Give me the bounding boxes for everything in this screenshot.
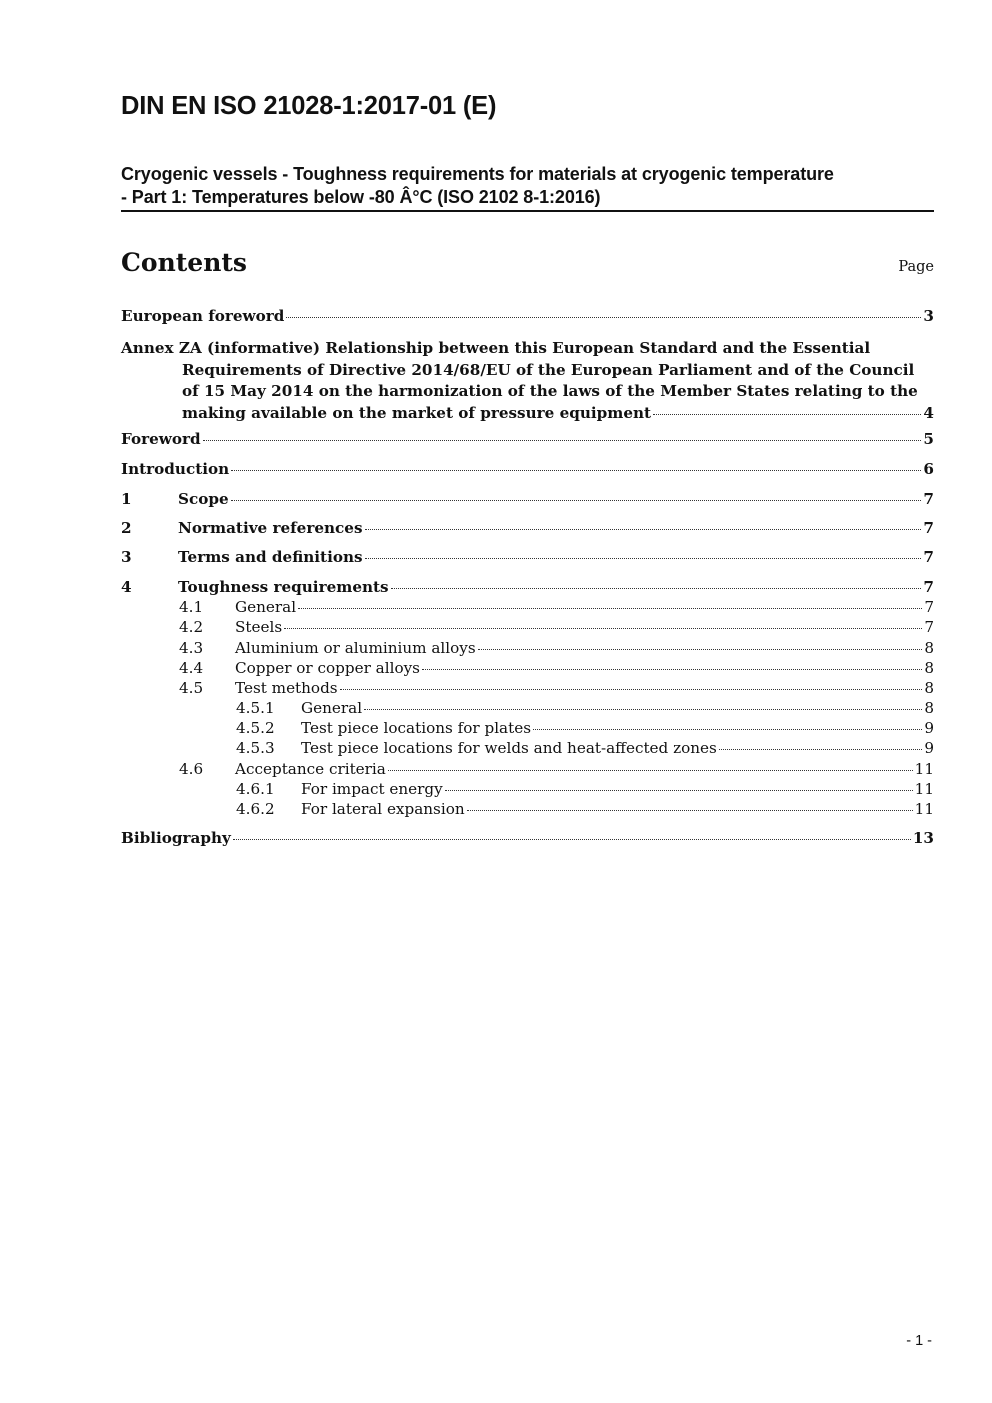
toc-entry-title: Test piece locations for plates (301, 719, 531, 737)
annex-line-3: of 15 May 2014 on the harmonization of the laws of the Member States relating to the (182, 382, 918, 400)
toc-entry-number: 4.5.3 (236, 739, 275, 757)
toc-entry-subclause-4-5-1[interactable] (236, 699, 934, 717)
subtitle-line-2: - Part 1: Temperatures below -80 Â°C (ISO 2102 8-1:2016) (121, 186, 601, 207)
toc-entry-number: 4.6.1 (236, 780, 275, 798)
toc-entry-page: 7 (924, 598, 934, 616)
toc-entry-title: Test methods (235, 679, 338, 697)
toc-entry-number: 3 (121, 548, 132, 566)
toc-entry-title: General (301, 699, 363, 717)
toc-entry-title: Test piece locations for welds and heat-affected zones (301, 739, 717, 757)
dot-leader (467, 810, 913, 811)
dot-leader (478, 649, 923, 650)
toc-entry-title: Scope (178, 490, 229, 508)
toc-entry-annex-za[interactable] (121, 338, 934, 424)
toc-entry-title: European foreword (121, 307, 285, 325)
toc-entry-subclause-4-4[interactable] (179, 659, 934, 677)
toc-entry-foreword[interactable] (121, 430, 934, 448)
toc-entry-number: 4.2 (179, 618, 204, 636)
dot-leader (365, 558, 922, 559)
toc-entry-title: General (235, 598, 297, 616)
toc-entry-number: 4.5.1 (236, 699, 275, 717)
toc-entry-number: 4.5 (179, 679, 204, 697)
toc-entry-number: 4.1 (179, 598, 204, 616)
toc-entry-number: 1 (121, 490, 132, 508)
annex-line-4-text: making available on the market of pressure equipment (182, 403, 652, 422)
toc-entry-title: Foreword (121, 430, 201, 448)
dot-leader (364, 709, 922, 710)
dot-leader (388, 770, 913, 771)
toc-entry-clause-1[interactable] (121, 490, 934, 508)
toc-entry-page: 13 (912, 829, 934, 847)
toc-entry-page: 9 (924, 739, 934, 757)
toc-entry-bibliography[interactable] (121, 829, 934, 847)
page-number: - 1 - (906, 1333, 932, 1349)
toc-entry-subclause-4-5-3[interactable] (236, 739, 934, 757)
toc-entry-page: 11 (914, 800, 934, 818)
dot-leader (719, 749, 923, 750)
toc-entry-page: 7 (923, 490, 934, 508)
toc-entry-number: 4.5.2 (236, 719, 275, 737)
toc-entry-title: Introduction (121, 460, 230, 478)
toc-entry-page: 8 (924, 679, 934, 697)
toc-entry-number: 4.3 (179, 639, 204, 657)
dot-leader (286, 317, 921, 318)
dot-leader (340, 689, 923, 690)
toc-entry-subclause-4-5-2[interactable] (236, 719, 934, 737)
toc-entry-page: 5 (923, 430, 934, 448)
toc-entry-page: 9 (924, 719, 934, 737)
document-subtitle (121, 163, 934, 212)
toc-entry-clause-3[interactable] (121, 548, 934, 566)
toc-entry-page: 11 (914, 780, 934, 798)
toc-entry-title: Normative references (178, 519, 363, 537)
dot-leader (445, 790, 913, 791)
dot-leader (203, 440, 922, 441)
toc-entry-title: Steels (235, 618, 283, 636)
toc-entry-title: Toughness requirements (178, 578, 389, 596)
toc-entry-page: 7 (923, 548, 934, 566)
dot-leader (365, 529, 922, 530)
toc-entry-clause-4[interactable] (121, 578, 934, 596)
toc-entry-subclause-4-6[interactable] (179, 760, 934, 778)
dot-leader (298, 608, 922, 609)
toc-entry-number: 4.6.2 (236, 800, 275, 818)
toc-entry-subclause-4-3[interactable] (179, 639, 934, 657)
toc-entry-subclause-4-2[interactable] (179, 618, 934, 636)
toc-entry-page: 11 (914, 760, 934, 778)
toc-entry-subclause-4-6-2[interactable] (236, 800, 934, 818)
contents-heading: Contents (121, 248, 248, 277)
toc-entry-page: 8 (924, 659, 934, 677)
dot-leader (284, 628, 922, 629)
toc-entry-page: 7 (924, 618, 934, 636)
toc-entry-title: Acceptance criteria (235, 760, 386, 778)
dot-leader (653, 414, 921, 415)
toc-entry-subclause-4-5[interactable] (179, 679, 934, 697)
toc-entry-page: 4 (923, 403, 934, 422)
toc-entry-page: 3 (923, 307, 934, 325)
dot-leader (391, 588, 922, 589)
document-id: DIN EN ISO 21028-1:2017-01 (E) (121, 92, 497, 120)
annex-line-2: Requirements of Directive 2014/68/EU of the European Parliament and of the Council (182, 360, 915, 379)
toc-entry-number: 4.4 (179, 659, 204, 677)
dot-leader (231, 500, 922, 501)
toc-entry-introduction[interactable] (121, 460, 934, 478)
dot-leader (533, 729, 922, 730)
toc-entry-subclause-4-1[interactable] (179, 598, 934, 616)
toc-entry-number: 4.6 (179, 760, 204, 778)
toc-entry-title: Copper or copper alloys (235, 659, 420, 677)
page-column-label: Page (898, 259, 934, 275)
toc-entry-title: For lateral expansion (301, 800, 465, 818)
toc-entry-clause-2[interactable] (121, 519, 934, 537)
toc-entry-title: Bibliography (121, 829, 231, 847)
toc-entry-title: Terms and definitions (178, 548, 363, 566)
dot-leader (233, 839, 911, 840)
toc-entry-page: 8 (924, 639, 934, 657)
subtitle-line-1: Cryogenic vessels - Toughness requirements for materials at cryogenic temperature (121, 164, 834, 184)
toc-entry-page: 6 (923, 460, 934, 478)
dot-leader (231, 470, 921, 471)
toc-entry-title: For impact energy (301, 780, 443, 798)
dot-leader (422, 669, 922, 670)
annex-line-4 (121, 403, 934, 425)
toc-entry-european-foreword[interactable] (121, 307, 934, 325)
toc-entry-subclause-4-6-1[interactable] (236, 780, 934, 798)
toc-entry-number: 4 (121, 578, 132, 596)
annex-line-1: Annex ZA (informative) Relationship between this European Standard and the Essential (121, 339, 871, 357)
toc-entry-number: 2 (121, 519, 132, 537)
toc-entry-page: 8 (924, 699, 934, 717)
toc-entry-title: Aluminium or aluminium alloys (235, 639, 476, 657)
toc-entry-page: 7 (923, 519, 934, 537)
toc-entry-page: 7 (923, 578, 934, 596)
